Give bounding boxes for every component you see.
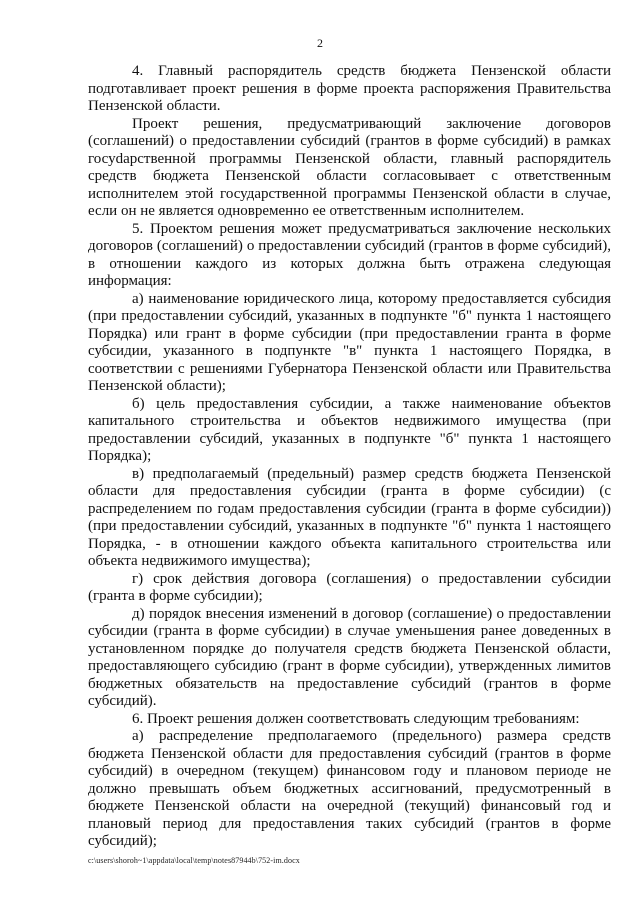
- paragraph-6a: а) распределение предполагаемого (предельного) размера средств бюджета Пензенской области для предоставления субсидий (грантов в форме субсидий) в очередном (текущем) финансовом году и плановом периоде не должно превышать объем бюджетных ассигнований, предусмотренный в бюджете Пензенской области на очередной (текущий) финансовый год и плановый период для предоставления таких субсидий (грантов в форме субсидий);: [88, 728, 611, 849]
- paragraph-5b: б) цель предоставления субсидии, а также наименование объектов капитального строительства и объектов недвижимого имущества (при предоставлении субсидий, указанных в подпункте "б" пункта 1 настоящего Порядка);: [88, 395, 611, 464]
- paragraph-4: 4. Главный распорядитель средств бюджета Пензенской области подготавливает проект решения в форме проекта распоряжения Правительства Пензенской области.: [88, 63, 611, 114]
- paragraph-project-decision: Проект решения, предусматривающий заключение договоров (соглашений) о предоставлении субсидий (грантов в форме субсидий) в рамках госуdарственной программы Пензенской области, главный распорядитель средств бюджета Пензенской области согласовывает с ответственным исполнителем этой государственной программы Пензенской области в случае, если он не является одновременно ее ответственным исполнителем.: [88, 115, 611, 219]
- paragraph-6: 6. Проект решения должен соответствовать следующим требованиям:: [132, 710, 580, 727]
- paragraph-5d: д) порядок внесения изменений в договор (соглашение) о предоставлении субсидии (гранта в форме субсидии) в случае уменьшения ранее доведенных в установленном порядке до получателя средств бюджета Пензенской области, предоставляющего субсидию (грант в форме субсидии), утвержденных лимитов бюджетных обязательств на предоставление субсидий (грантов в форме субсидий).: [88, 605, 611, 709]
- paragraph-5v: в) предполагаемый (предельный) размер средств бюджета Пензенской области для предоставления субсидии (гранта в форме субсидии) (с распределением по годам предоставления субсидии (гранта в форме субсидии)) (при предоставлении субсидий, указанных в подпункте "б" пункта 1 настоящего Порядка, - в отношении каждого объекта капитального строительства или объекта недвижимого имущества);: [88, 465, 611, 569]
- footer-file-path: c:\users\shoroh~1\appdata\local\temp\notes87944b\752-im.docx: [88, 856, 300, 865]
- page-number: 2: [317, 36, 323, 50]
- paragraph-5: 5. Проектом решения может предусматриваться заключение нескольких договоров (соглашений) о предоставлении субсидий (грантов в форме субсидий), в отношении каждого из которых должна быть отражена следующая информация:: [88, 220, 611, 289]
- document-body: [88, 63, 611, 851]
- paragraph-5g: г) срок действия договора (соглашения) о предоставлении субсидии (гранта в форме субсидии);: [88, 570, 611, 604]
- paragraph-5a: а) наименование юридического лица, которому предоставляется субсидия (при предоставлении субсидий, указанных в подпункте "б" пункта 1 настоящего Порядка) или грант в форме субсидии (при предоставлении гранта в форме субсидии, указанного в подпункте "в" пункта 1 настоящего Порядка, в соответствии с решениями Губернатора Пензенской области или Правительства Пензенской области);: [88, 290, 611, 394]
